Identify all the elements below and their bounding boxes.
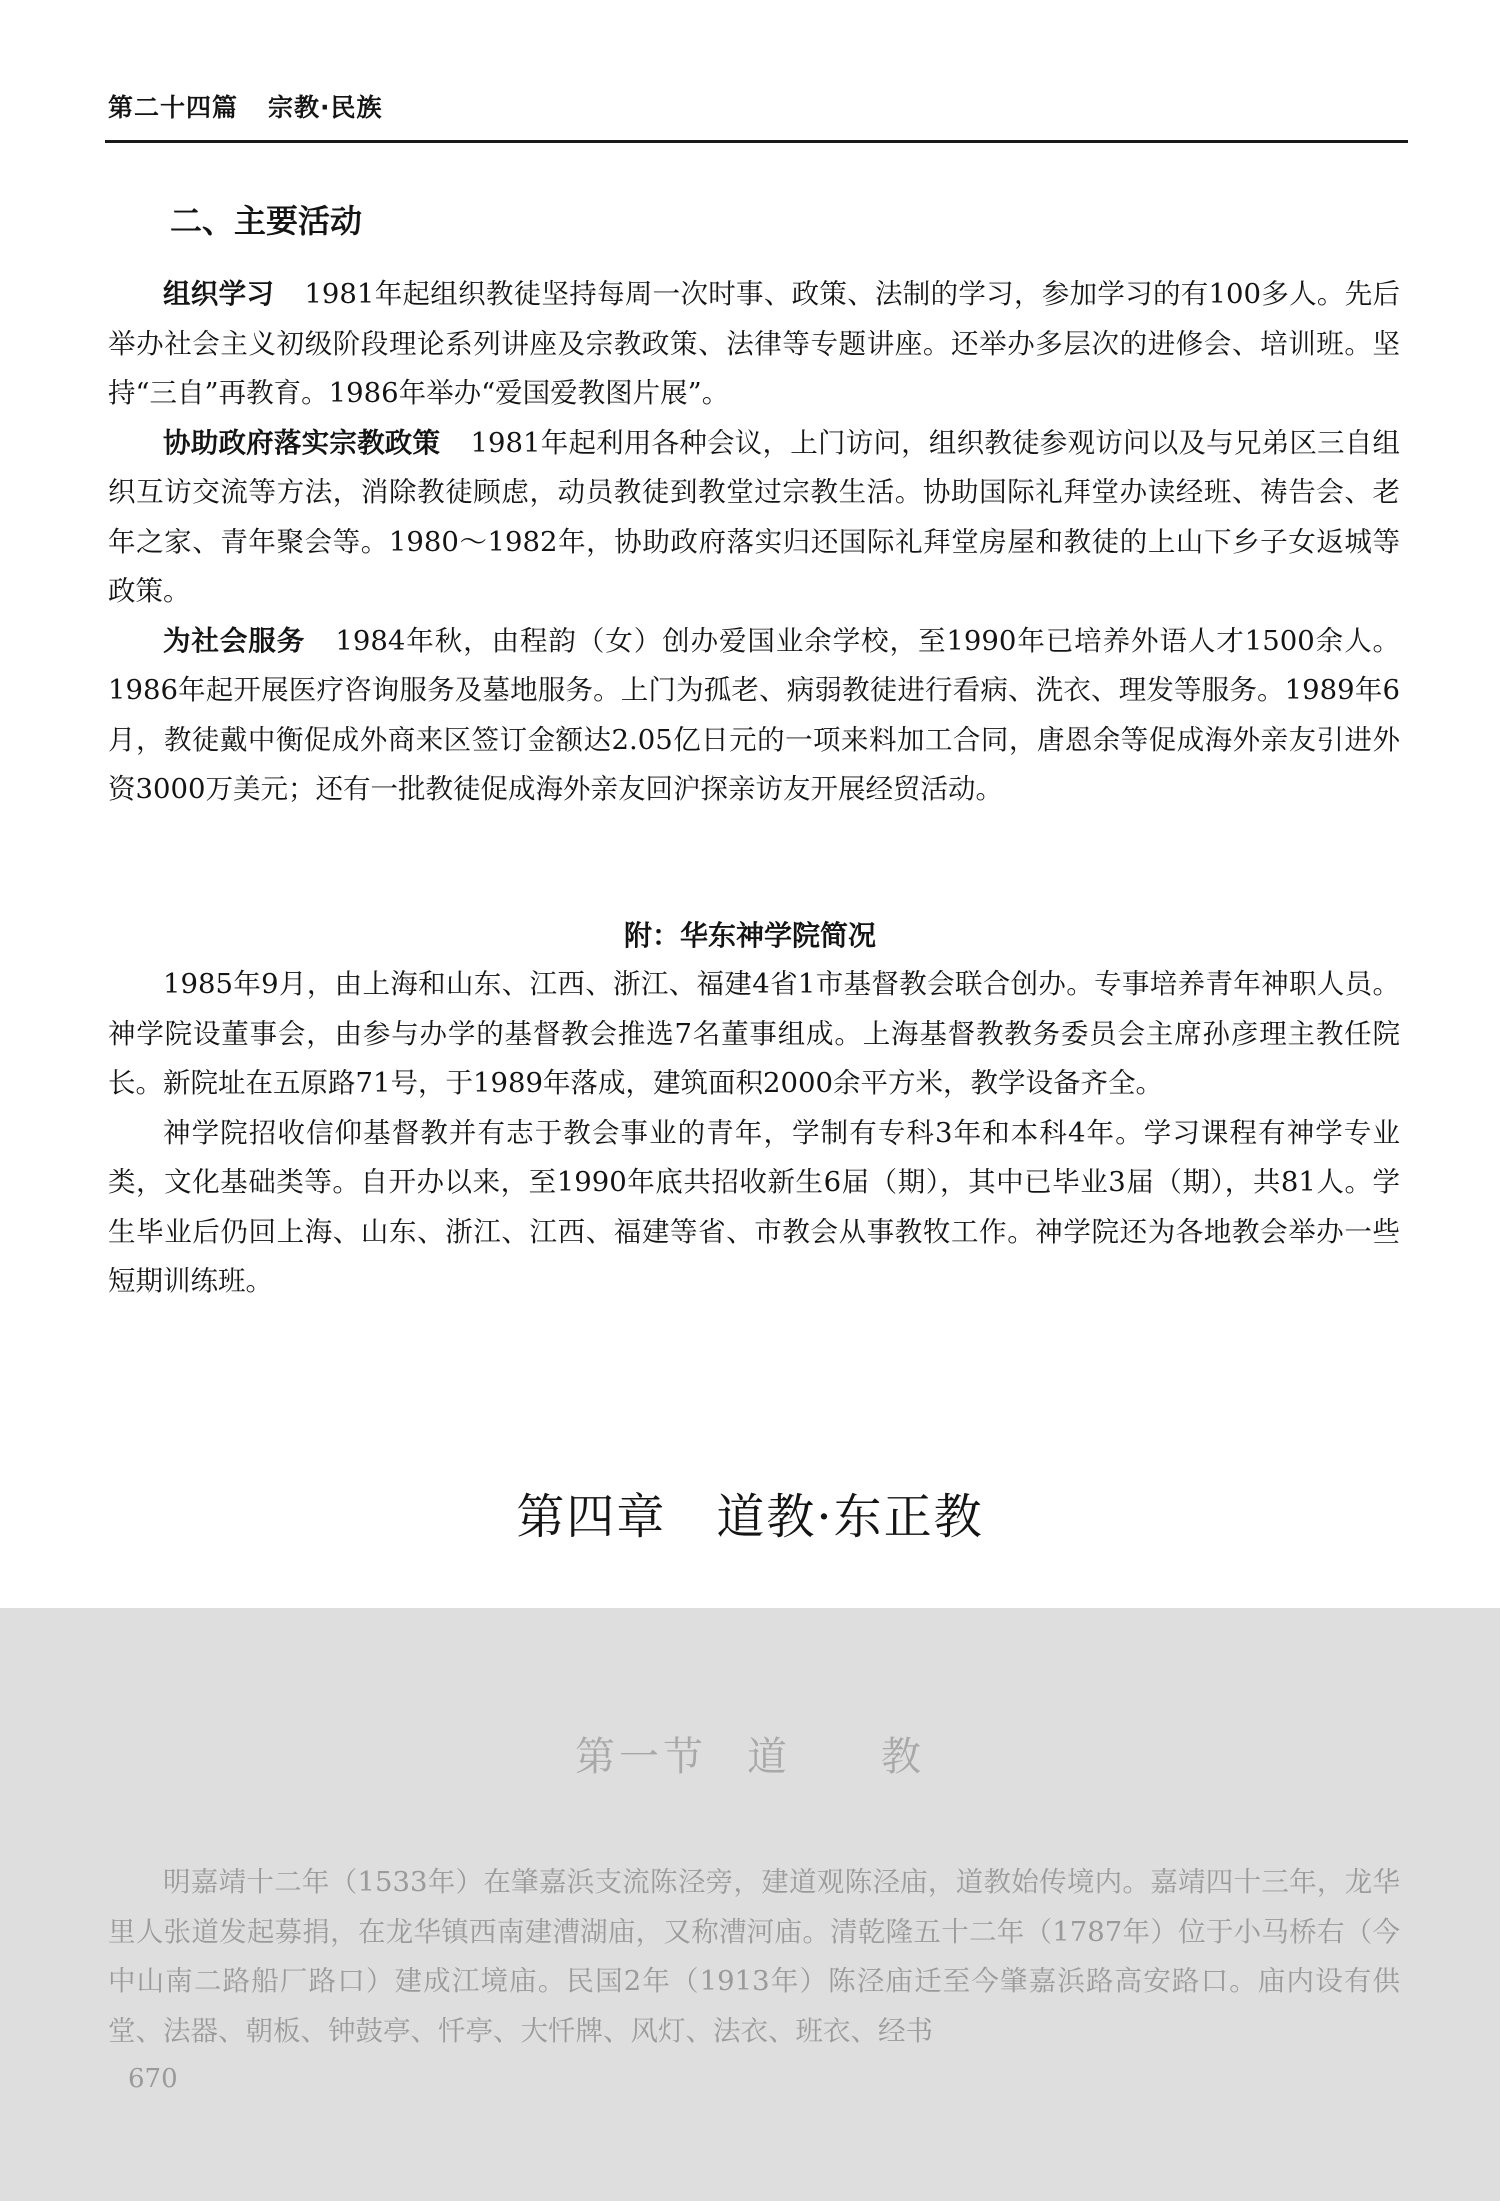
paragraph-policy <box>108 419 1400 617</box>
section-heading: 二、主要活动 <box>170 202 363 240</box>
paragraph-text: 1981年起利用各种会议，上门访问，组织教徒参观访问以及与兄弟区三自组织互访交流等方法，消除教徒顾虑，动员教徒到教堂过宗教生活。协助国际礼拜堂办读经班、祷告会、老年之家、青年聚会等。1980～1982年，协助政府落实归还国际礼拜堂房屋和教徒的上山下乡子女返城等政策。 <box>108 426 1401 607</box>
paragraph-study <box>108 270 1400 419</box>
appendix-paragraph: 神学院招收信仰基督教并有志于教会事业的青年，学制有专科3年和本科4年。学习课程有神学专业类，文化基础类等。自开办以来，至1990年底共招收新生6届（期），其中已毕业3届（期），共81人。学生毕业后仍回上海、山东、浙江、江西、福建等省、市教会从事教牧工作。神学院还为各地教会举办一些短期训练班。 <box>108 1116 1400 1297</box>
chapter-number: 第四章 <box>516 1489 667 1545</box>
appendix-title: 附：华东神学院简况 <box>623 919 876 952</box>
paragraph-lead: 组织学习 <box>163 278 275 310</box>
running-header <box>108 88 383 124</box>
header-subject: 宗教·民族 <box>268 93 383 122</box>
faded-section-title-part1: 道 <box>747 1734 791 1780</box>
appendix-body <box>108 960 1400 1307</box>
header-rule <box>105 140 1408 143</box>
appendix-paragraph: 1985年9月，由上海和山东、江西、浙江、福建4省1市基督教会联合创办。专事培养青年神职人员。神学院设董事会，由参与办学的基督教会推选7名董事组成。上海基督教教务委员会主席孙彦理主教任院长。新院址在五原路71号，于1989年落成，建筑面积2000余平方米，教学设备齐全。 <box>108 968 1400 1099</box>
paragraph-text: 1981年起组织教徒坚持每周一次时事、政策、法制的学习，参加学习的有100多人。先后举办社会主义初级阶段理论系列讲座及宗教政策、法律等专题讲座。还举办多层次的进修会、培训班。坚持“三自”再教育。1986年举办“爱国爱教图片展”。 <box>108 278 1400 409</box>
chapter-name: 道教·东正教 <box>716 1489 984 1545</box>
faded-section-paragraph: 明嘉靖十二年（1533年）在肇嘉浜支流陈泾旁，建道观陈泾庙，道教始传境内。嘉靖四十三年，龙华里人张道发起募捐，在龙华镇西南建漕湖庙，又称漕河庙。清乾隆五十二年（1787年）位于小马桥右（今中山南二路船厂路口）建成江境庙。民国2年（1913年）陈泾庙迁至今肇嘉浜路高安路口。庙内设有供堂、法器、朝板、钟鼓亭、忏亭、大忏牌、风灯、法衣、班衣、经书 <box>108 1866 1400 2047</box>
faded-section-title-part2: 教 <box>881 1734 925 1780</box>
header-part: 第二十四篇 <box>108 93 239 122</box>
paragraph-lead: 协助政府落实宗教政策 <box>163 426 441 459</box>
faded-section-body <box>108 1858 1400 2056</box>
paragraph-text: 1984年秋，由程韵（女）创办爱国业余学校，至1990年已培养外语人才1500余人。1986年起开展医疗咨询服务及墓地服务。上门为孤老、病弱教徒进行看病、洗衣、理发等服务。1989年6月，教徒戴中衡促成外商来区签订金额达2.05亿日元的一项来料加工合同，唐恩余等促成海外亲友引进外资3000万美元；还有一批教徒促成海外亲友回沪探亲访友开展经贸活动。 <box>108 624 1400 805</box>
main-activities-body <box>108 270 1400 815</box>
faded-section-title <box>0 1725 1500 1782</box>
faded-section-label: 第一节 <box>575 1734 707 1780</box>
paragraph-lead: 为社会服务 <box>163 624 306 657</box>
page-number: 670 <box>128 2064 178 2094</box>
paragraph-service <box>108 617 1400 815</box>
chapter-title <box>0 1478 1500 1547</box>
